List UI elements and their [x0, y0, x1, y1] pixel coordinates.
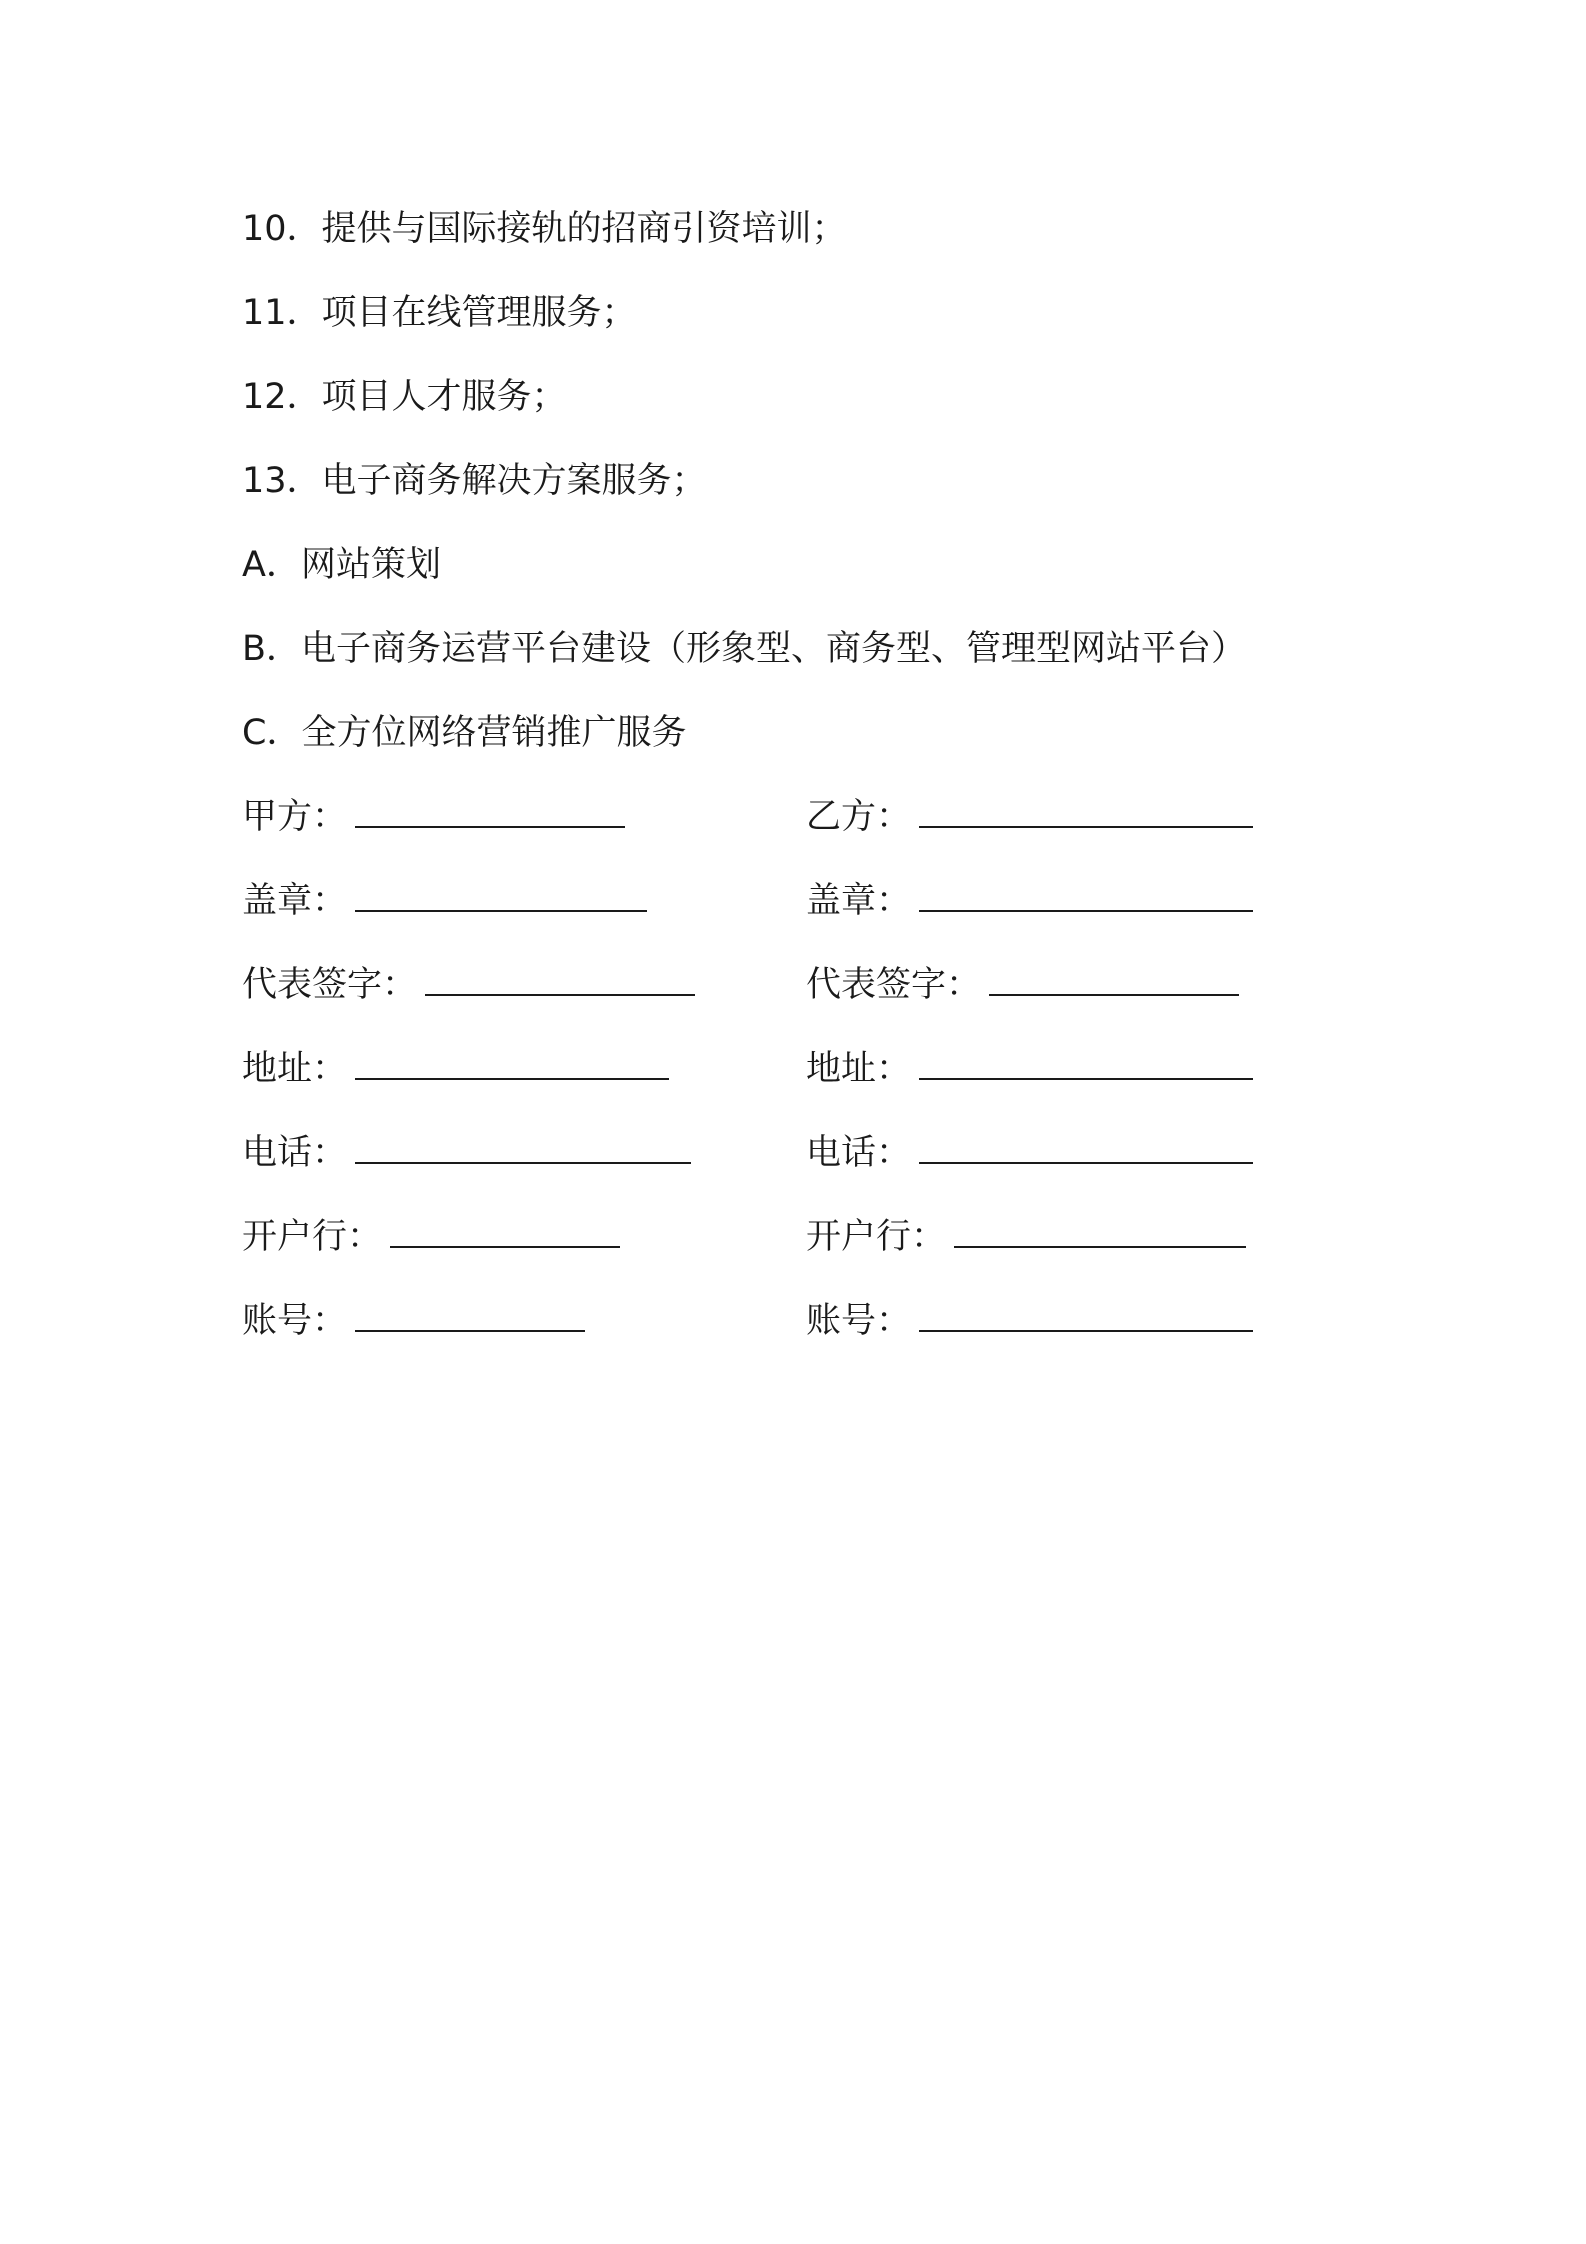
blank-line[interactable] [919, 796, 1253, 828]
list-item: 12．项目人才服务； [242, 377, 567, 417]
field-label: 甲方： [242, 797, 348, 837]
field-label: 账号： [806, 1301, 912, 1341]
list-item: 13．电子商务解决方案服务； [242, 461, 707, 501]
party-a-representative-field [242, 954, 695, 1016]
party-a-account-field [242, 1290, 585, 1352]
blank-line[interactable] [919, 1048, 1253, 1080]
blank-line[interactable] [919, 1132, 1253, 1164]
signature-row-representative [242, 954, 1402, 1038]
party-b-seal-field [806, 870, 1253, 932]
document-content [242, 198, 1402, 1374]
blank-line[interactable] [919, 880, 1253, 912]
blank-line[interactable] [425, 964, 695, 996]
signature-row-party [242, 786, 1402, 870]
field-label: 盖章： [806, 881, 912, 921]
party-a-phone-field [242, 1122, 691, 1184]
party-b-address-field [806, 1038, 1253, 1100]
blank-line[interactable] [989, 964, 1239, 996]
list-item: A．网站策划 [242, 545, 441, 585]
blank-line[interactable] [355, 796, 625, 828]
party-b-phone-field [806, 1122, 1253, 1184]
field-label: 盖章： [242, 881, 348, 921]
signature-row-seal [242, 870, 1402, 954]
field-label: 地址： [242, 1049, 348, 1089]
field-label: 开户行： [806, 1217, 947, 1257]
field-label: 开户行： [242, 1217, 383, 1257]
list-item: 11．项目在线管理服务； [242, 293, 637, 333]
blank-line[interactable] [355, 880, 647, 912]
party-a-address-field [242, 1038, 669, 1100]
party-b-field [806, 786, 1253, 848]
party-b-bank-field [806, 1206, 1246, 1268]
blank-line[interactable] [355, 1132, 691, 1164]
blank-line[interactable] [355, 1300, 585, 1332]
field-label: 乙方： [806, 797, 912, 837]
signature-row-bank [242, 1206, 1402, 1290]
field-label: 代表签字： [806, 965, 982, 1005]
field-label: 电话： [242, 1133, 348, 1173]
field-label: 电话： [806, 1133, 912, 1173]
field-label: 代表签字： [242, 965, 418, 1005]
blank-line[interactable] [954, 1216, 1246, 1248]
party-a-seal-field [242, 870, 647, 932]
list-item: C．全方位网络营销推广服务 [242, 713, 687, 753]
field-label: 地址： [806, 1049, 912, 1089]
field-label: 账号： [242, 1301, 348, 1341]
list-item: 10．提供与国际接轨的招商引资培训； [242, 209, 847, 249]
signature-row-address [242, 1038, 1402, 1122]
blank-line[interactable] [355, 1048, 669, 1080]
party-b-representative-field [806, 954, 1239, 1016]
party-a-field [242, 786, 625, 848]
signature-row-account [242, 1290, 1402, 1374]
blank-line[interactable] [919, 1300, 1253, 1332]
list-item: B．电子商务运营平台建设（形象型、商务型、管理型网站平台） [242, 629, 1247, 669]
signature-row-phone [242, 1122, 1402, 1206]
blank-line[interactable] [390, 1216, 620, 1248]
party-a-bank-field [242, 1206, 620, 1268]
party-b-account-field [806, 1290, 1253, 1352]
